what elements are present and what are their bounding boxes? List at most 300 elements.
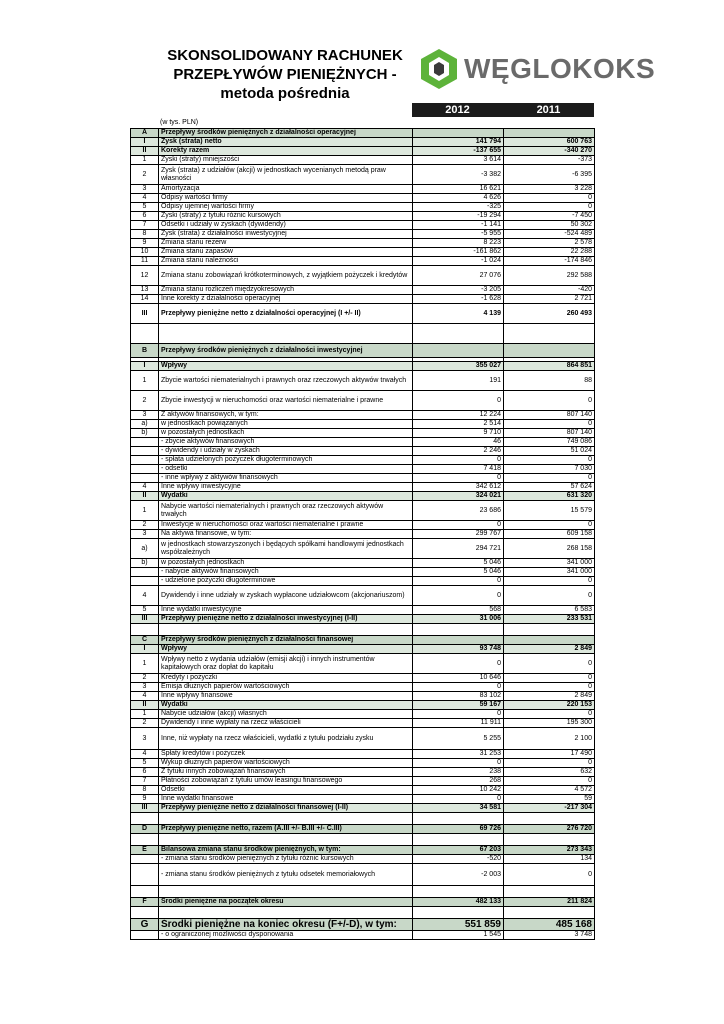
row-number: D: [131, 825, 159, 834]
row-number: 3: [131, 728, 159, 750]
row-number: 11: [131, 257, 159, 266]
row-label: w jednostkach stowarzyszonych i będących spółkami handlowymi jednostkach współzależnych: [159, 539, 413, 559]
table-row: [131, 568, 595, 577]
value-2012: 568: [413, 606, 504, 615]
value-2012: [413, 129, 504, 138]
value-2012: 69 726: [413, 825, 504, 834]
row-number: [131, 474, 159, 483]
value-2011: 0: [504, 391, 595, 411]
value-2012: -5 955: [413, 230, 504, 239]
value-2011: 17 490: [504, 750, 595, 759]
table-row: [131, 266, 595, 286]
value-2012: 268: [413, 777, 504, 786]
value-2011: 0: [504, 674, 595, 683]
value-2011: 0: [504, 203, 595, 212]
value-2012: 10 646: [413, 674, 504, 683]
table-row: [131, 362, 595, 371]
row-number: 5: [131, 203, 159, 212]
value-2012: 238: [413, 768, 504, 777]
value-2012: 11 911: [413, 719, 504, 728]
table-row: [131, 710, 595, 719]
value-2012: -325: [413, 203, 504, 212]
table-row: [131, 129, 595, 138]
row-number: 5: [131, 759, 159, 768]
value-2012: 5 046: [413, 568, 504, 577]
value-2012: 342 612: [413, 483, 504, 492]
value-2011: -7 450: [504, 212, 595, 221]
table-row: [131, 759, 595, 768]
value-2011: 2 100: [504, 728, 595, 750]
table-row: [131, 728, 595, 750]
value-2012: [413, 324, 504, 344]
table-row: [131, 474, 595, 483]
table-row: [131, 683, 595, 692]
table-row: [131, 147, 595, 156]
row-number: III: [131, 804, 159, 813]
value-2012: 0: [413, 577, 504, 586]
year-2012: 2012: [445, 104, 470, 116]
row-number: 3: [131, 683, 159, 692]
table-row: [131, 701, 595, 710]
row-number: 12: [131, 266, 159, 286]
value-2011: -340 270: [504, 147, 595, 156]
value-2011: 807 140: [504, 429, 595, 438]
row-label: Amortyzacja: [159, 185, 413, 194]
value-2011: 211 824: [504, 898, 595, 907]
value-2011: 0: [504, 654, 595, 674]
value-2011: 632: [504, 768, 595, 777]
value-2012: -520: [413, 855, 504, 864]
row-label: Na aktywa finansowe, w tym:: [159, 530, 413, 539]
row-label: Nabycie udziałów (akcji) własnych: [159, 710, 413, 719]
table-row: [131, 719, 595, 728]
unit-label: (w tys. PLN): [160, 119, 199, 126]
value-2012: 0: [413, 391, 504, 411]
value-2012: -1 024: [413, 257, 504, 266]
logo-text: WĘGLOKOKS: [464, 53, 656, 84]
value-2011: 0: [504, 577, 595, 586]
row-label: Środki pieniężne na początek okresu: [159, 898, 413, 907]
value-2012: 551 859: [413, 919, 504, 931]
value-2012: 191: [413, 371, 504, 391]
value-2011: 6 583: [504, 606, 595, 615]
row-number: 2: [131, 165, 159, 185]
value-2011: [504, 886, 595, 898]
row-number: [131, 907, 159, 919]
table-row: [131, 248, 595, 257]
row-label: Wpływy: [159, 645, 413, 654]
table-row: [131, 391, 595, 411]
value-2011: [504, 324, 595, 344]
row-number: a): [131, 539, 159, 559]
value-2011: 292 588: [504, 266, 595, 286]
row-label: Zmiana stanu rozliczeń międzyokresowych: [159, 286, 413, 295]
table-row: [131, 465, 595, 474]
row-label: Z aktywów finansowych, w tym:: [159, 411, 413, 420]
table-row: [131, 324, 595, 344]
row-number: [131, 855, 159, 864]
row-label: Wydatki: [159, 701, 413, 710]
table-row: [131, 230, 595, 239]
row-label: w jednostkach powiązanych: [159, 420, 413, 429]
value-2011: 2 578: [504, 239, 595, 248]
value-2011: 134: [504, 855, 595, 864]
row-label: Środki pieniężne na koniec okresu (F+/-D), w tym:: [159, 919, 413, 931]
year-2011: 2011: [536, 104, 561, 116]
value-2011: 59: [504, 795, 595, 804]
row-label: [159, 813, 413, 825]
value-2011: 749 086: [504, 438, 595, 447]
value-2011: -174 846: [504, 257, 595, 266]
table-row: [131, 165, 595, 185]
row-label: - dywidendy i udziały w zyskach: [159, 447, 413, 456]
row-label: Bilansowa zmiana stanu środków pieniężnych, w tym:: [159, 846, 413, 855]
value-2012: 0: [413, 759, 504, 768]
row-label: Zyski (straty) z tytułu różnic kursowych: [159, 212, 413, 221]
row-number: [131, 456, 159, 465]
row-label: [159, 886, 413, 898]
table-row: [131, 795, 595, 804]
table-row: [131, 919, 595, 931]
table-row: [131, 777, 595, 786]
value-2011: 22 288: [504, 248, 595, 257]
row-number: 1: [131, 710, 159, 719]
value-2012: 23 686: [413, 501, 504, 521]
table-row: [131, 586, 595, 606]
title-line-3: metoda pośrednia: [220, 85, 350, 102]
value-2012: -1 628: [413, 295, 504, 304]
row-label: Odpisy wartości firmy: [159, 194, 413, 203]
value-2012: 1 545: [413, 931, 504, 940]
value-2011: 0: [504, 474, 595, 483]
row-label: Zmiana stanu zobowiązań krótkoterminowych, z wyjątkiem pożyczek i kredytów: [159, 266, 413, 286]
table-row: [131, 447, 595, 456]
value-2011: 2 849: [504, 645, 595, 654]
value-2011: 195 300: [504, 719, 595, 728]
table-row: [131, 156, 595, 165]
table-row: [131, 813, 595, 825]
row-number: [131, 465, 159, 474]
table-row: [131, 295, 595, 304]
row-number: 6: [131, 212, 159, 221]
value-2012: 0: [413, 795, 504, 804]
value-2012: 482 133: [413, 898, 504, 907]
table-row: [131, 411, 595, 420]
row-label: [159, 624, 413, 636]
value-2012: 324 021: [413, 492, 504, 501]
row-label: Odsetki i udziały w zyskach (dywidendy): [159, 221, 413, 230]
value-2011: 0: [504, 683, 595, 692]
company-logo: [420, 48, 655, 90]
value-2012: 0: [413, 683, 504, 692]
value-2012: 34 581: [413, 804, 504, 813]
value-2012: 83 102: [413, 692, 504, 701]
row-number: 5: [131, 606, 159, 615]
table-row: [131, 577, 595, 586]
value-2012: [413, 886, 504, 898]
row-label: Zbycie wartości niematerialnych i prawnych oraz rzeczowych aktywów trwałych: [159, 371, 413, 391]
table-row: [131, 692, 595, 701]
value-2012: 10 242: [413, 786, 504, 795]
table-row: [131, 429, 595, 438]
row-number: II: [131, 147, 159, 156]
row-label: Wykup dłużnych papierów wartościowych: [159, 759, 413, 768]
value-2011: 3 228: [504, 185, 595, 194]
row-number: [131, 447, 159, 456]
value-2012: 141 794: [413, 138, 504, 147]
year-header: [412, 103, 594, 117]
row-number: a): [131, 420, 159, 429]
value-2011: -373: [504, 156, 595, 165]
value-2011: 0: [504, 864, 595, 886]
value-2011: 0: [504, 420, 595, 429]
value-2011: 3 748: [504, 931, 595, 940]
value-2011: -6 395: [504, 165, 595, 185]
row-label: Przepływy pieniężne netto z działalności operacyjnej (I +/- II): [159, 304, 413, 324]
table-row: [131, 846, 595, 855]
value-2011: 7 030: [504, 465, 595, 474]
row-number: 3: [131, 185, 159, 194]
row-label: Przepływy pieniężne netto z działalności inwestycyjnej (I-II): [159, 615, 413, 624]
cashflow-table: [130, 128, 595, 940]
value-2012: 355 027: [413, 362, 504, 371]
table-row: [131, 615, 595, 624]
row-label: Nabycie wartości niematerialnych i prawnych oraz rzeczowych aktywów trwałych: [159, 501, 413, 521]
row-number: III: [131, 304, 159, 324]
value-2011: -524 489: [504, 230, 595, 239]
value-2011: [504, 907, 595, 919]
value-2012: 299 767: [413, 530, 504, 539]
value-2012: -2 003: [413, 864, 504, 886]
row-label: Zmiana stanu należności: [159, 257, 413, 266]
table-row: [131, 501, 595, 521]
row-number: F: [131, 898, 159, 907]
row-number: [131, 438, 159, 447]
value-2012: 0: [413, 521, 504, 530]
row-number: II: [131, 701, 159, 710]
row-label: Inne wydatki inwestycyjne: [159, 606, 413, 615]
value-2012: 2 246: [413, 447, 504, 456]
row-number: 2: [131, 391, 159, 411]
table-row: [131, 636, 595, 645]
row-label: w pozostałych jednostkach: [159, 559, 413, 568]
value-2011: 0: [504, 586, 595, 606]
value-2011: 0: [504, 710, 595, 719]
row-number: 2: [131, 521, 159, 530]
row-label: Zyski (straty) mniejszości: [159, 156, 413, 165]
row-label: Emisja dłużnych papierów wartościowych: [159, 683, 413, 692]
table-row: [131, 304, 595, 324]
row-label: Inne, niż wypłaty na rzecz właścicieli, wydatki z tytułu podziału zysku: [159, 728, 413, 750]
row-number: 1: [131, 654, 159, 674]
row-number: 9: [131, 239, 159, 248]
row-number: 3: [131, 530, 159, 539]
value-2012: [413, 813, 504, 825]
table-row: [131, 221, 595, 230]
table-row: [131, 203, 595, 212]
value-2011: 0: [504, 194, 595, 203]
table-row: [131, 606, 595, 615]
value-2011: 2 721: [504, 295, 595, 304]
table-row: [131, 654, 595, 674]
value-2011: 0: [504, 759, 595, 768]
row-label: Przepływy środków pieniężnych z działalności inwestycyjnej: [159, 344, 413, 358]
table-row: [131, 898, 595, 907]
value-2012: 16 621: [413, 185, 504, 194]
table-row: [131, 530, 595, 539]
row-label: Inne wydatki finansowe: [159, 795, 413, 804]
value-2012: 2 514: [413, 420, 504, 429]
row-number: [131, 577, 159, 586]
row-label: Inwestycje w nieruchomości oraz wartości niematerialne i prawne: [159, 521, 413, 530]
table-row: [131, 239, 595, 248]
value-2011: 50 302: [504, 221, 595, 230]
row-number: B: [131, 344, 159, 358]
row-number: C: [131, 636, 159, 645]
row-label: [159, 834, 413, 846]
page-title: [150, 46, 420, 103]
row-label: Spłaty kredytów i pożyczek: [159, 750, 413, 759]
table-row: [131, 257, 595, 266]
table-row: [131, 674, 595, 683]
value-2012: 27 076: [413, 266, 504, 286]
row-label: Zysk (strata) netto: [159, 138, 413, 147]
row-number: 8: [131, 230, 159, 239]
row-number: 4: [131, 483, 159, 492]
value-2012: 0: [413, 456, 504, 465]
value-2012: -19 294: [413, 212, 504, 221]
row-label: Odsetki: [159, 786, 413, 795]
value-2011: 0: [504, 456, 595, 465]
value-2011: 276 720: [504, 825, 595, 834]
value-2011: 220 153: [504, 701, 595, 710]
row-number: [131, 834, 159, 846]
row-number: E: [131, 846, 159, 855]
row-label: Dywidendy i inne wypłaty na rzecz właścicieli: [159, 719, 413, 728]
value-2012: 7 418: [413, 465, 504, 474]
value-2011: 864 851: [504, 362, 595, 371]
row-label: - zmiana stanu środków pieniężnych z tytułu różnic kursowych: [159, 855, 413, 864]
value-2012: 0: [413, 586, 504, 606]
table-row: [131, 750, 595, 759]
row-number: [131, 813, 159, 825]
value-2012: 294 721: [413, 539, 504, 559]
row-label: Zbycie inwestycji w nieruchomości oraz wartości niematerialne i prawne: [159, 391, 413, 411]
value-2011: 631 320: [504, 492, 595, 501]
value-2011: 2 849: [504, 692, 595, 701]
row-label: Z tytułu innych zobowiązań finansowych: [159, 768, 413, 777]
row-number: I: [131, 138, 159, 147]
row-number: II: [131, 492, 159, 501]
row-number: 2: [131, 674, 159, 683]
value-2011: 273 343: [504, 846, 595, 855]
row-number: 4: [131, 750, 159, 759]
table-row: [131, 286, 595, 295]
row-number: A: [131, 129, 159, 138]
row-label: Przepływy pieniężne netto z działalności finansowej (I-II): [159, 804, 413, 813]
value-2011: 51 024: [504, 447, 595, 456]
table-row: [131, 886, 595, 898]
row-number: 2: [131, 719, 159, 728]
table-row: [131, 344, 595, 358]
row-number: b): [131, 429, 159, 438]
table-row: [131, 212, 595, 221]
table-row: [131, 786, 595, 795]
value-2011: -420: [504, 286, 595, 295]
row-label: Zysk (strata) z działalności inwestycyjnej: [159, 230, 413, 239]
row-number: 3: [131, 411, 159, 420]
table-row: [131, 456, 595, 465]
table-row: [131, 559, 595, 568]
value-2012: -3 382: [413, 165, 504, 185]
row-label: Wydatki: [159, 492, 413, 501]
row-label: - odsetki: [159, 465, 413, 474]
value-2011: [504, 129, 595, 138]
row-label: Zmiana stanu zapasów: [159, 248, 413, 257]
value-2011: 341 000: [504, 559, 595, 568]
value-2012: -161 862: [413, 248, 504, 257]
table-row: [131, 864, 595, 886]
value-2012: [413, 624, 504, 636]
row-number: 7: [131, 221, 159, 230]
row-number: 13: [131, 286, 159, 295]
title-line-2: PRZEPŁYWÓW PIENIĘŻNYCH -: [173, 66, 397, 83]
row-label: - inne wpływy z aktywów finansowych: [159, 474, 413, 483]
row-label: Przepływy pieniężne netto, razem (A.III +/- B.III +/- C.III): [159, 825, 413, 834]
table-row: [131, 371, 595, 391]
table-row: [131, 194, 595, 203]
value-2011: 341 000: [504, 568, 595, 577]
row-label: Inne wpływy finansowe: [159, 692, 413, 701]
row-label: Przepływy środków pieniężnych z działalności operacyjnej: [159, 129, 413, 138]
value-2012: -1 141: [413, 221, 504, 230]
table-row: [131, 185, 595, 194]
row-number: III: [131, 615, 159, 624]
value-2011: 15 579: [504, 501, 595, 521]
value-2011: [504, 636, 595, 645]
table-row: [131, 804, 595, 813]
row-label: Płatności zobowiązań z tytułu umów leasingu finansowego: [159, 777, 413, 786]
value-2012: 4 139: [413, 304, 504, 324]
title-line-1: SKONSOLIDOWANY RACHUNEK: [167, 47, 403, 64]
row-label: Przepływy środków pieniężnych z działalności finansowej: [159, 636, 413, 645]
value-2012: 3 614: [413, 156, 504, 165]
row-number: b): [131, 559, 159, 568]
table-row: [131, 855, 595, 864]
row-label: - spłata udzielonych pożyczek długoterminowych: [159, 456, 413, 465]
table-row: [131, 624, 595, 636]
value-2011: 0: [504, 777, 595, 786]
row-number: I: [131, 362, 159, 371]
value-2011: 485 168: [504, 919, 595, 931]
table-row: [131, 492, 595, 501]
row-number: 1: [131, 501, 159, 521]
row-number: 14: [131, 295, 159, 304]
row-label: Wpływy netto z wydania udziałów (emisji akcji) i innych instrumentów kapitałowych oraz dopłat do kapitału: [159, 654, 413, 674]
value-2012: 67 203: [413, 846, 504, 855]
value-2011: 609 158: [504, 530, 595, 539]
row-number: 1: [131, 371, 159, 391]
row-label: Inne wpływy inwestycyjne: [159, 483, 413, 492]
value-2011: 600 763: [504, 138, 595, 147]
row-label: Korekty razem: [159, 147, 413, 156]
table-row: [131, 521, 595, 530]
row-number: 4: [131, 692, 159, 701]
value-2011: [504, 624, 595, 636]
row-number: 1: [131, 156, 159, 165]
value-2012: [413, 834, 504, 846]
value-2011: 807 140: [504, 411, 595, 420]
